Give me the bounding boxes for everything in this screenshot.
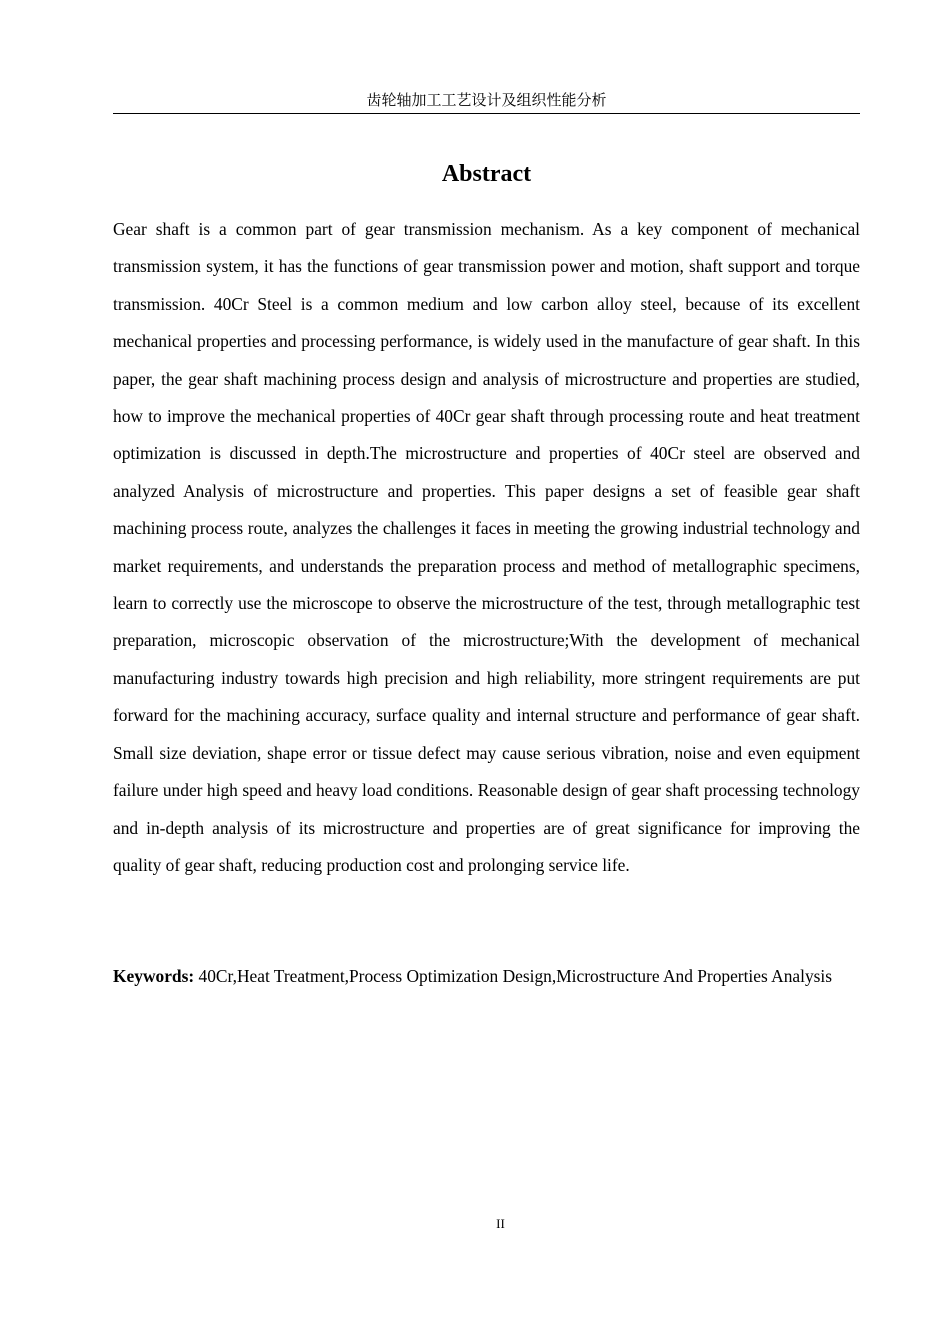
keywords-value: 40Cr,Heat Treatment,Process Optimization Design,Microstructure And Properties Analysis: [198, 966, 833, 986]
keywords-paragraph: [113, 958, 860, 995]
keywords-label: Keywords:: [113, 966, 195, 986]
running-header: 齿轮轴加工工艺设计及组织性能分析: [366, 91, 607, 109]
abstract-title: Abstract: [441, 161, 532, 187]
abstract-body: Gear shaft is a common part of gear transmission mechanism. As a key component of mechanical transmission system, it has the functions of gear transmission power and motion, shaft support and torque transmission. 40Cr Steel is a common medium and low carbon alloy steel, because of its excellent mechanical properties and processing performance, is widely used in the manufacture of gear shaft. In this paper, the gear shaft machining process design and analysis of microstructure and properties are studied, how to improve the mechanical properties of 40Cr gear shaft through processing route and heat treatment optimization is discussed in depth.The microstructure and properties of 40Cr steel are observed and analyzed Analysis of microstructure and properties. This paper designs a set of feasible gear shaft machining process route, analyzes the challenges it faces in meeting the growing industrial technology and market requirements, and understands the preparation process and method of metallographic specimens, learn to correctly use the microscope to observe the microstructure of the test, through metallographic test preparation, microscopic observation of the microstructure;With the development of mechanical manufacturing industry towards high precision and high reliability, more stringent requirements are put forward for the machining accuracy, surface quality and internal structure and performance of gear shaft. Small size deviation, shape error or tissue defect may cause serious vibration, noise and even equipment failure under high speed and heavy load conditions. Reasonable design of gear shaft processing technology and in-depth analysis of its microstructure and properties are of great significance for improving the quality of gear shaft, reducing production cost and prolonging service life.: [113, 219, 860, 875]
page-number: II: [496, 1216, 505, 1231]
header-rule: [113, 113, 860, 114]
